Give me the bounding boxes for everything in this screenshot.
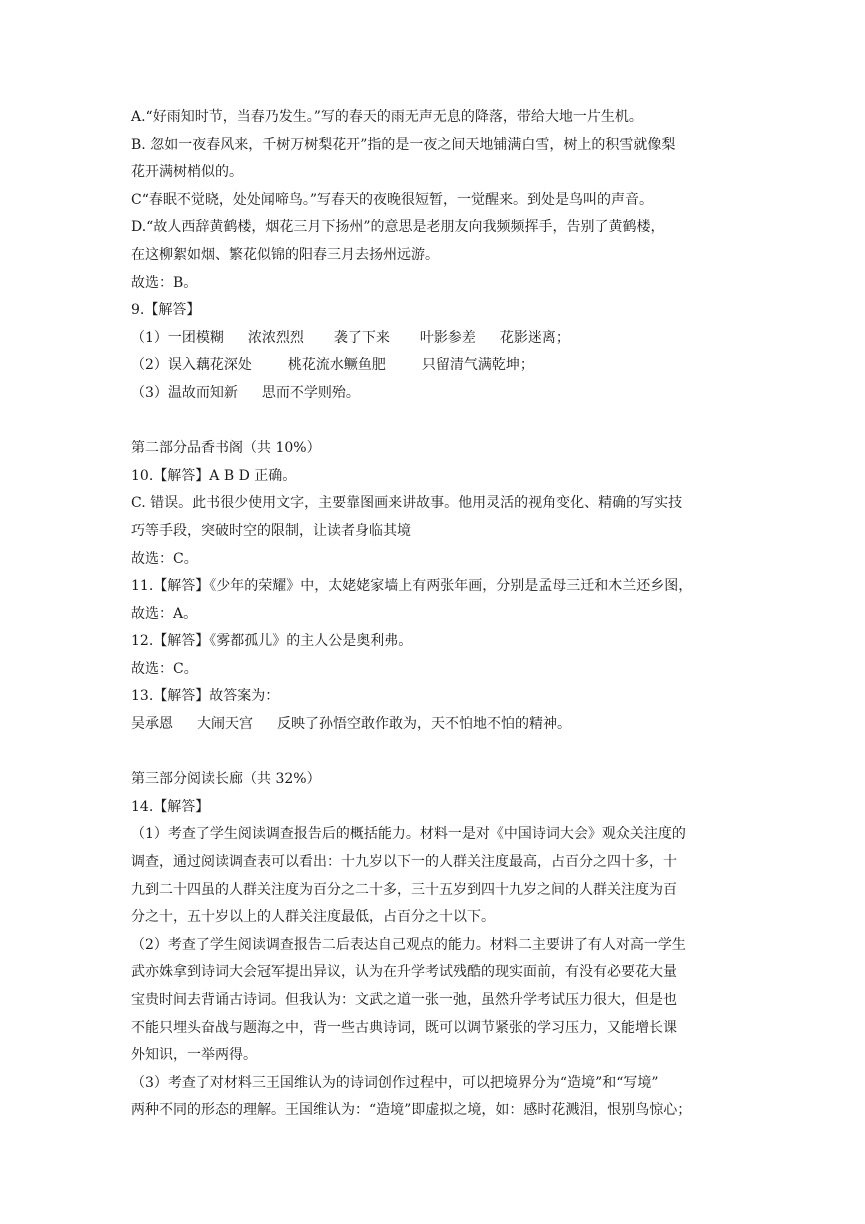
q9-1-item: 叶影参差 [419, 329, 476, 346]
q14-p1-line: 分之十，五十岁以上的人群关注度最低，占百分之十以下。 [131, 909, 495, 926]
q9-2-item: （2）误入藕花深处 [131, 357, 252, 374]
q14-p1-line: 调查，通过阅读调查表可以看出：十九岁以下一的人群关注度最高，占百分之四十多，十 [131, 854, 677, 871]
q14-p2-line: 宝贵时间去背诵古诗词。但我认为：文武之道一张一弛，虽然升学考试压力很大，但是也 [131, 992, 677, 1008]
q13-item: 反映了孙悟空敢作敢为，天不怕地不怕的精神。 [277, 716, 571, 733]
q14-p1-line: 九到二十四虽的人群关注度为百分之二十多，三十五岁到四十九岁之间的人群关注度为百 [131, 881, 677, 898]
q9-1-item: 袭了下来 [333, 329, 390, 346]
q9-heading: 9.【解答】 [131, 302, 201, 319]
q10-answer: 10.【解答】A B D 正确。 [131, 467, 297, 484]
q9-answer-1 [131, 325, 737, 353]
q9-1-item: 花影迷离； [499, 329, 570, 346]
spacer [131, 739, 737, 767]
q13-item: 吴承恩 [131, 716, 173, 733]
spacer [131, 408, 737, 436]
q13-answer: 13.【解答】故答案为： [131, 688, 280, 705]
q9-3-item: （3）温故而知新 [131, 384, 238, 401]
part2-heading: 第二部分品香书阁（共 10%） [131, 440, 321, 457]
q9-3-item: 思而不学则殆。 [261, 384, 360, 401]
q14-heading: 14.【解答】 [131, 798, 210, 815]
q10-explanation-line1: C. 错误。此书很少使用文字，主要靠图画来讲故事。他用灵活的视角变化、精确的写实技 [131, 495, 683, 512]
part3-heading: 第三部分阅读长廊（共 32%） [131, 771, 321, 788]
q9-answer-3 [131, 380, 737, 408]
q13-item: 大闹天宫 [197, 716, 253, 733]
document-page [131, 104, 737, 1125]
q13-answer-items [131, 711, 737, 739]
q8-option-b-line2: 花开满树梢似的。 [131, 164, 243, 181]
q10-choice: 故选：C。 [131, 550, 198, 567]
q8-option-b-line1: B. 忽如一夜春风来，千树万树梨花开”指的是一夜之间天地铺满白雪，树上的积雪就像梨 [131, 136, 676, 153]
q14-p2-line: 武亦姝拿到诗词大会冠军提出异议，认为在升学考试残酷的现实面前，有没有必要花大量 [131, 964, 677, 981]
q11-answer: 11.【解答】《少年的荣耀》中，太姥姥家墙上有两张年画，分别是孟母三迁和木兰还乡图， [131, 578, 693, 595]
q8-option-a: A.“好雨知时节，当春乃发生。”写的春天的雨无声无息的降落，带给大地一片生机。 [131, 109, 643, 125]
q8-option-c: C“春眠不觉晓，处处闻啼鸟。”写春天的夜晚很短暂，一觉醒来。到处是鸟叫的声音。 [131, 191, 654, 208]
q14-p1-line: （1）考查了学生阅读调查报告后的概括能力。材料一是对《中国诗词大会》观众关注度的 [131, 826, 686, 843]
q8-option-d-line1: D.“故人西辞黄鹤楼，烟花三月下扬州”的意思是老朋友向我频频挥手，告别了黄鹤楼， [131, 219, 665, 236]
q14-p3-line: （3）考查了对材料三王国维认为的诗词创作过程中，可以把境界分为“造境”和“写境” [131, 1074, 659, 1091]
q9-2-item: 只留清气满乾坤； [421, 357, 534, 374]
q14-p2-line: 不能只埋头奋战与题海之中，背一些古典诗词，既可以调节紧张的学习压力，又能增长课 [131, 1019, 677, 1036]
q8-option-d-line2: 在这柳絮如烟、繁花似锦的阳春三月去扬州远游。 [131, 246, 439, 263]
q12-answer: 12.【解答】《雾都孤儿》的主人公是奥利弗。 [131, 633, 413, 650]
q11-choice: 故选：A。 [131, 605, 198, 622]
q8-choice: 故选：B。 [131, 274, 198, 291]
q9-2-item: 桃花流水鳜鱼肥 [287, 357, 386, 374]
q9-answer-2 [131, 352, 737, 380]
q12-choice: 故选：C。 [131, 660, 198, 677]
q10-explanation-line2: 巧等手段，突破时空的限制，让读者身临其境 [131, 522, 411, 539]
q9-1-item: （1）一团模糊 [131, 329, 224, 346]
q14-p3-line: 两种不同的形态的理解。王国维认为：“造境”即虚拟之境，如：感时花溅泪，恨别鸟惊心； [131, 1102, 692, 1119]
q14-p2-line: （2）考查了学生阅读调查报告二后表达自己观点的能力。材料二主要讲了有人对高一学生 [131, 936, 686, 953]
q9-1-item: 浓浓烈烈 [247, 329, 304, 346]
q14-p2-line: 外知识，一举两得。 [131, 1047, 257, 1064]
